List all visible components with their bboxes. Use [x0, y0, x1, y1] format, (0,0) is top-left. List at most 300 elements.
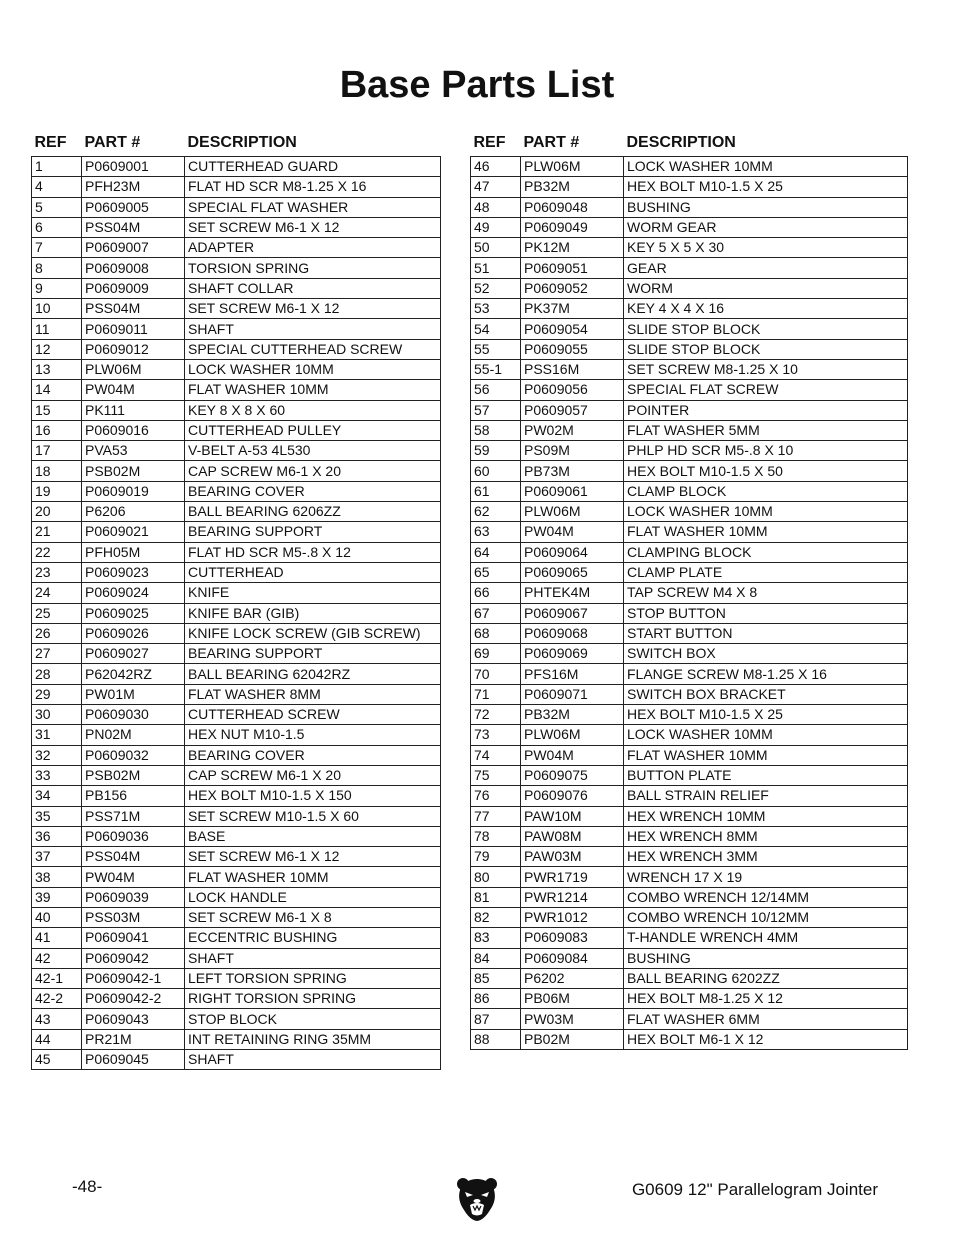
- table-row: [32, 968, 441, 988]
- model-name: G0609 12" Parallelogram Jointer: [631, 1180, 878, 1199]
- description-cell: T-HANDLE WRENCH 4MM: [624, 928, 908, 948]
- ref-cell: 75: [471, 765, 521, 785]
- description-cell: HEX WRENCH 8MM: [624, 826, 908, 846]
- table-row: [32, 1050, 441, 1070]
- table-row: [471, 461, 908, 481]
- part-number-cell: PHTEK4M: [521, 583, 624, 603]
- ref-cell: 72: [471, 705, 521, 725]
- description-cell: FLAT WASHER 5MM: [624, 420, 908, 440]
- part-number-cell: P0609064: [521, 542, 624, 562]
- ref-cell: 80: [471, 867, 521, 887]
- part-number-cell: P0609048: [521, 197, 624, 217]
- table-row: [471, 380, 908, 400]
- part-number-cell: PB32M: [521, 705, 624, 725]
- part-number-cell: PAW08M: [521, 826, 624, 846]
- description-cell: BALL BEARING 62042RZ: [185, 664, 441, 684]
- description-cell: COMBO WRENCH 12/14MM: [624, 887, 908, 907]
- parts-table-right: [470, 125, 908, 1050]
- description-cell: KNIFE LOCK SCREW (GIB SCREW): [185, 623, 441, 643]
- table-row: [32, 725, 441, 745]
- part-number-cell: P0609032: [82, 745, 185, 765]
- page-number: -48-: [72, 1177, 103, 1196]
- table-row: [471, 481, 908, 501]
- ref-cell: 83: [471, 928, 521, 948]
- table-row: [32, 542, 441, 562]
- part-number-cell: PSB02M: [82, 765, 185, 785]
- description-cell: SPECIAL FLAT SCREW: [624, 380, 908, 400]
- table-row: [32, 887, 441, 907]
- description-cell: V-BELT A-53 4L530: [185, 441, 441, 461]
- ref-cell: 56: [471, 380, 521, 400]
- table-row: [32, 278, 441, 298]
- description-cell: LOCK WASHER 10MM: [624, 725, 908, 745]
- ref-cell: 6: [32, 217, 82, 237]
- description-cell: PHLP HD SCR M5-.8 X 10: [624, 441, 908, 461]
- part-number-cell: PW01M: [82, 684, 185, 704]
- description-cell: HEX NUT M10-1.5: [185, 725, 441, 745]
- description-cell: STOP BUTTON: [624, 603, 908, 623]
- table-header-row: [32, 125, 441, 157]
- ref-cell: 53: [471, 299, 521, 319]
- ref-cell: 55-1: [471, 359, 521, 379]
- table-row: [471, 359, 908, 379]
- part-number-cell: PSS04M: [82, 299, 185, 319]
- ref-cell: 25: [32, 603, 82, 623]
- ref-cell: 27: [32, 644, 82, 664]
- description-cell: SPECIAL CUTTERHEAD SCREW: [185, 339, 441, 359]
- description-cell: START BUTTON: [624, 623, 908, 643]
- description-cell: TORSION SPRING: [185, 258, 441, 278]
- table-row: [32, 502, 441, 522]
- part-number-cell: PWR1719: [521, 867, 624, 887]
- description-cell: KEY 4 X 4 X 16: [624, 299, 908, 319]
- ref-cell: 55: [471, 339, 521, 359]
- ref-cell: 43: [32, 1009, 82, 1029]
- part-number-cell: P0609019: [82, 481, 185, 501]
- description-cell: KEY 8 X 8 X 60: [185, 400, 441, 420]
- table-row: [32, 562, 441, 582]
- ref-cell: 42: [32, 948, 82, 968]
- part-number-cell: P0609030: [82, 705, 185, 725]
- description-cell: SHAFT COLLAR: [185, 278, 441, 298]
- table-row: [32, 948, 441, 968]
- ref-cell: 12: [32, 339, 82, 359]
- part-number-cell: PSS03M: [82, 907, 185, 927]
- ref-cell: 85: [471, 968, 521, 988]
- description-cell: LOCK WASHER 10MM: [185, 359, 441, 379]
- part-number-cell: P0609016: [82, 420, 185, 440]
- description-cell: FLAT WASHER 6MM: [624, 1009, 908, 1029]
- description-cell: CLAMPING BLOCK: [624, 542, 908, 562]
- part-number-cell: PLW06M: [521, 502, 624, 522]
- description-cell: CLAMP PLATE: [624, 562, 908, 582]
- part-number-cell: PW04M: [521, 522, 624, 542]
- table-row: [471, 1029, 908, 1049]
- ref-cell: 81: [471, 887, 521, 907]
- ref-cell: 28: [32, 664, 82, 684]
- description-cell: KEY 5 X 5 X 30: [624, 238, 908, 258]
- table-row: [32, 522, 441, 542]
- description-cell: CAP SCREW M6-1 X 20: [185, 461, 441, 481]
- table-row: [471, 299, 908, 319]
- table-row: [32, 786, 441, 806]
- part-number-cell: P0609001: [82, 157, 185, 177]
- table-row: [471, 197, 908, 217]
- part-number-cell: P0609084: [521, 948, 624, 968]
- ref-cell: 45: [32, 1050, 82, 1070]
- ref-cell: 1: [32, 157, 82, 177]
- ref-cell: 49: [471, 217, 521, 237]
- description-cell: POINTER: [624, 400, 908, 420]
- part-number-cell: PAW03M: [521, 847, 624, 867]
- table-row: [471, 989, 908, 1009]
- ref-cell: 64: [471, 542, 521, 562]
- table-row: [471, 278, 908, 298]
- table-row: [471, 786, 908, 806]
- part-number-cell: PK111: [82, 400, 185, 420]
- part-number-cell: PSS04M: [82, 217, 185, 237]
- part-number-cell: P0609009: [82, 278, 185, 298]
- ref-cell: 35: [32, 806, 82, 826]
- part-number-cell: P0609039: [82, 887, 185, 907]
- part-number-cell: P0609057: [521, 400, 624, 420]
- table-row: [471, 684, 908, 704]
- ref-cell: 7: [32, 238, 82, 258]
- description-cell: HEX BOLT M6-1 X 12: [624, 1029, 908, 1049]
- description-cell: HEX WRENCH 10MM: [624, 806, 908, 826]
- part-number-cell: P0609008: [82, 258, 185, 278]
- description-cell: SHAFT: [185, 1050, 441, 1070]
- table-row: [32, 481, 441, 501]
- table-row: [32, 907, 441, 927]
- ref-cell: 17: [32, 441, 82, 461]
- ref-cell: 29: [32, 684, 82, 704]
- ref-column-header: REF: [473, 134, 506, 151]
- description-cell: SET SCREW M6-1 X 12: [185, 847, 441, 867]
- description-cell: CUTTERHEAD: [185, 562, 441, 582]
- part-number-cell: P0609036: [82, 826, 185, 846]
- ref-cell: 62: [471, 502, 521, 522]
- table-row: [32, 1029, 441, 1049]
- ref-cell: 86: [471, 989, 521, 1009]
- description-cell: GEAR: [624, 258, 908, 278]
- description-cell: LEFT TORSION SPRING: [185, 968, 441, 988]
- description-cell: WORM GEAR: [624, 217, 908, 237]
- table-row: [471, 502, 908, 522]
- ref-cell: 23: [32, 562, 82, 582]
- part-number-cell: P0609042-2: [82, 989, 185, 1009]
- ref-cell: 18: [32, 461, 82, 481]
- description-cell: CUTTERHEAD PULLEY: [185, 420, 441, 440]
- table-row: [32, 299, 441, 319]
- part-number-cell: P0609052: [521, 278, 624, 298]
- table-row: [32, 217, 441, 237]
- ref-cell: 33: [32, 765, 82, 785]
- ref-cell: 47: [471, 177, 521, 197]
- table-row: [471, 644, 908, 664]
- table-row: [32, 319, 441, 339]
- part-number-cell: PSB02M: [82, 461, 185, 481]
- table-row: [471, 339, 908, 359]
- table-row: [471, 157, 908, 177]
- ref-cell: 5: [32, 197, 82, 217]
- ref-cell: 40: [32, 907, 82, 927]
- table-row: [32, 238, 441, 258]
- table-row: [32, 705, 441, 725]
- ref-cell: 30: [32, 705, 82, 725]
- part-number-cell: PB156: [82, 786, 185, 806]
- description-cell: SPECIAL FLAT WASHER: [185, 197, 441, 217]
- ref-cell: 82: [471, 907, 521, 927]
- part-number-cell: P0609075: [521, 765, 624, 785]
- table-row: [32, 806, 441, 826]
- part-number-cell: PB32M: [521, 177, 624, 197]
- part-number-cell: PB73M: [521, 461, 624, 481]
- description-cell: BEARING SUPPORT: [185, 522, 441, 542]
- part-number-cell: P62042RZ: [82, 664, 185, 684]
- table-row: [32, 684, 441, 704]
- description-cell: HEX BOLT M8-1.25 X 12: [624, 989, 908, 1009]
- ref-cell: 71: [471, 684, 521, 704]
- table-row: [471, 867, 908, 887]
- ref-cell: 73: [471, 725, 521, 745]
- table-row: [32, 157, 441, 177]
- part-number-cell: PR21M: [82, 1029, 185, 1049]
- part-number-cell: PB06M: [521, 989, 624, 1009]
- table-row: [471, 806, 908, 826]
- ref-cell: 79: [471, 847, 521, 867]
- description-cell: FLAT HD SCR M5-.8 X 12: [185, 542, 441, 562]
- description-cell: BUTTON PLATE: [624, 765, 908, 785]
- ref-cell: 59: [471, 441, 521, 461]
- ref-cell: 11: [32, 319, 82, 339]
- description-cell: CLAMP BLOCK: [624, 481, 908, 501]
- ref-cell: 21: [32, 522, 82, 542]
- table-row: [32, 847, 441, 867]
- part-number-cell: PS09M: [521, 441, 624, 461]
- table-row: [471, 826, 908, 846]
- part-number-cell: PN02M: [82, 725, 185, 745]
- part-number-cell: P0609068: [521, 623, 624, 643]
- part-number-cell: P0609042: [82, 948, 185, 968]
- description-cell: FLAT HD SCR M8-1.25 X 16: [185, 177, 441, 197]
- table-row: [32, 441, 441, 461]
- ref-cell: 31: [32, 725, 82, 745]
- description-cell: HEX WRENCH 3MM: [624, 847, 908, 867]
- table-row: [471, 664, 908, 684]
- part-number-cell: PAW10M: [521, 806, 624, 826]
- ref-cell: 16: [32, 420, 82, 440]
- description-cell: BEARING COVER: [185, 481, 441, 501]
- description-cell: CUTTERHEAD GUARD: [185, 157, 441, 177]
- part-number-cell: P0609021: [82, 522, 185, 542]
- part-number-cell: P0609076: [521, 786, 624, 806]
- ref-cell: 8: [32, 258, 82, 278]
- part-number-cell: P0609065: [521, 562, 624, 582]
- table-row: [471, 907, 908, 927]
- ref-cell: 48: [471, 197, 521, 217]
- part-number-cell: P0609069: [521, 644, 624, 664]
- description-cell: SET SCREW M8-1.25 X 10: [624, 359, 908, 379]
- table-row: [471, 522, 908, 542]
- table-row: [471, 258, 908, 278]
- ref-cell: 68: [471, 623, 521, 643]
- ref-cell: 67: [471, 603, 521, 623]
- table-row: [32, 583, 441, 603]
- part-number-cell: P0609007: [82, 238, 185, 258]
- description-cell: CAP SCREW M6-1 X 20: [185, 765, 441, 785]
- ref-cell: 9: [32, 278, 82, 298]
- description-cell: BASE: [185, 826, 441, 846]
- table-row: [471, 238, 908, 258]
- ref-cell: 65: [471, 562, 521, 582]
- ref-column-header: REF: [34, 134, 67, 151]
- description-cell: BUSHING: [624, 948, 908, 968]
- part-number-cell: P0609051: [521, 258, 624, 278]
- description-cell: KNIFE: [185, 583, 441, 603]
- table-row: [471, 603, 908, 623]
- table-row: [32, 420, 441, 440]
- part-number-cell: PSS71M: [82, 806, 185, 826]
- description-cell: BUSHING: [624, 197, 908, 217]
- part-number-cell: PFS16M: [521, 664, 624, 684]
- table-row: [471, 217, 908, 237]
- part-number-cell: PSS04M: [82, 847, 185, 867]
- ref-cell: 32: [32, 745, 82, 765]
- ref-cell: 36: [32, 826, 82, 846]
- ref-cell: 50: [471, 238, 521, 258]
- parts-table-left: [31, 125, 441, 1070]
- ref-cell: 52: [471, 278, 521, 298]
- part-number-cell: P6202: [521, 968, 624, 988]
- part-number-cell: PWR1214: [521, 887, 624, 907]
- part-number-cell: P0609023: [82, 562, 185, 582]
- ref-cell: 78: [471, 826, 521, 846]
- ref-cell: 60: [471, 461, 521, 481]
- ref-cell: 19: [32, 481, 82, 501]
- ref-cell: 84: [471, 948, 521, 968]
- ref-cell: 74: [471, 745, 521, 765]
- description-cell: LOCK HANDLE: [185, 887, 441, 907]
- table-row: [32, 644, 441, 664]
- table-row: [32, 623, 441, 643]
- table-row: [471, 887, 908, 907]
- part-number-cell: P0609045: [82, 1050, 185, 1070]
- ref-cell: 37: [32, 847, 82, 867]
- description-cell: BEARING SUPPORT: [185, 644, 441, 664]
- part-number-cell: PWR1012: [521, 907, 624, 927]
- ref-cell: 42-1: [32, 968, 82, 988]
- ref-cell: 13: [32, 359, 82, 379]
- part-number-cell: PW03M: [521, 1009, 624, 1029]
- part-number-cell: PK37M: [521, 299, 624, 319]
- description-cell: SHAFT: [185, 319, 441, 339]
- description-cell: SHAFT: [185, 948, 441, 968]
- table-row: [471, 765, 908, 785]
- part-number-cell: PW04M: [82, 867, 185, 887]
- part-number-cell: P0609041: [82, 928, 185, 948]
- ref-cell: 34: [32, 786, 82, 806]
- table-row: [471, 562, 908, 582]
- description-cell: CUTTERHEAD SCREW: [185, 705, 441, 725]
- table-row: [471, 1009, 908, 1029]
- part-number-cell: P6206: [82, 502, 185, 522]
- table-row: [32, 664, 441, 684]
- table-header-row: [471, 125, 908, 157]
- ref-cell: 76: [471, 786, 521, 806]
- description-cell: LOCK WASHER 10MM: [624, 157, 908, 177]
- part-number-cell: PW04M: [82, 380, 185, 400]
- table-row: [32, 1009, 441, 1029]
- description-cell: TAP SCREW M4 X 8: [624, 583, 908, 603]
- ref-cell: 14: [32, 380, 82, 400]
- description-cell: INT RETAINING RING 35MM: [185, 1029, 441, 1049]
- ref-cell: 66: [471, 583, 521, 603]
- table-row: [471, 705, 908, 725]
- description-cell: RIGHT TORSION SPRING: [185, 989, 441, 1009]
- description-column-header: DESCRIPTION: [187, 134, 297, 151]
- part-number-cell: PLW06M: [521, 157, 624, 177]
- table-row: [32, 745, 441, 765]
- part-number-cell: P0609043: [82, 1009, 185, 1029]
- part-number-cell: P0609067: [521, 603, 624, 623]
- part-number-cell: P0609071: [521, 684, 624, 704]
- ref-cell: 58: [471, 420, 521, 440]
- table-row: [471, 400, 908, 420]
- table-row: [471, 319, 908, 339]
- table-row: [471, 623, 908, 643]
- part-number-cell: PFH05M: [82, 542, 185, 562]
- description-cell: FLAT WASHER 10MM: [624, 745, 908, 765]
- table-row: [471, 725, 908, 745]
- description-cell: ECCENTRIC BUSHING: [185, 928, 441, 948]
- part-number-cell: PB02M: [521, 1029, 624, 1049]
- table-row: [32, 867, 441, 887]
- description-cell: FLANGE SCREW M8-1.25 X 16: [624, 664, 908, 684]
- table-row: [471, 948, 908, 968]
- table-row: [32, 765, 441, 785]
- part-number-cell: PW04M: [521, 745, 624, 765]
- ref-cell: 57: [471, 400, 521, 420]
- ref-cell: 70: [471, 664, 521, 684]
- bear-head-logo-icon: [456, 1176, 498, 1222]
- table-row: [471, 968, 908, 988]
- description-cell: BALL BEARING 6206ZZ: [185, 502, 441, 522]
- part-number-cell: P0609005: [82, 197, 185, 217]
- part-number-cell: P0609027: [82, 644, 185, 664]
- table-row: [32, 177, 441, 197]
- ref-cell: 26: [32, 623, 82, 643]
- ref-cell: 51: [471, 258, 521, 278]
- description-cell: LOCK WASHER 10MM: [624, 502, 908, 522]
- ref-cell: 54: [471, 319, 521, 339]
- description-cell: HEX BOLT M10-1.5 X 150: [185, 786, 441, 806]
- table-row: [32, 197, 441, 217]
- description-cell: ADAPTER: [185, 238, 441, 258]
- description-cell: BALL BEARING 6202ZZ: [624, 968, 908, 988]
- description-cell: SET SCREW M6-1 X 12: [185, 217, 441, 237]
- part-number-cell: PVA53: [82, 441, 185, 461]
- description-cell: HEX BOLT M10-1.5 X 25: [624, 705, 908, 725]
- table-row: [471, 847, 908, 867]
- ref-cell: 61: [471, 481, 521, 501]
- ref-cell: 41: [32, 928, 82, 948]
- table-row: [32, 258, 441, 278]
- description-cell: SLIDE STOP BLOCK: [624, 339, 908, 359]
- part-number-cell: P0609012: [82, 339, 185, 359]
- part-number-cell: P0609026: [82, 623, 185, 643]
- description-cell: SWITCH BOX: [624, 644, 908, 664]
